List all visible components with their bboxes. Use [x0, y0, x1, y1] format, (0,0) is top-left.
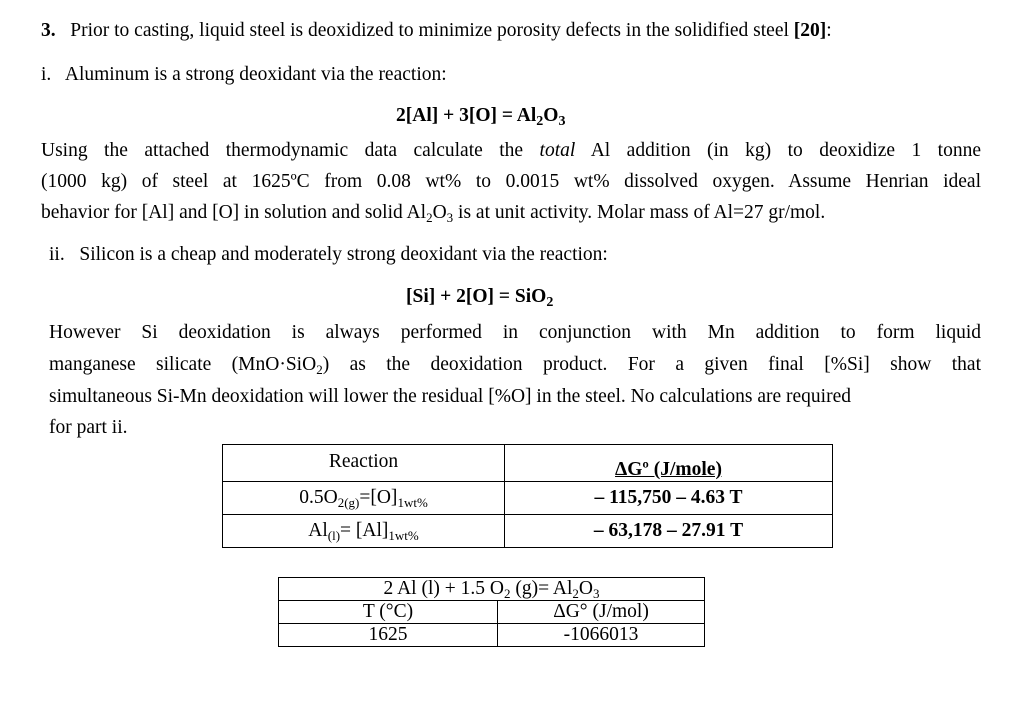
table-row — [223, 482, 833, 515]
temperature-value: 1625 — [279, 624, 498, 647]
part-i-lead — [41, 63, 447, 87]
al-reaction-sub1: 2 — [536, 114, 544, 129]
part-i-line1-a: Using the attached thermodynamic data calculate the — [41, 140, 524, 161]
part-ii-line3: simultaneous Si-Mn deoxidation will lower the residual [%O] in the steel. No calculations are required — [49, 386, 851, 407]
al-reaction-o: O — [543, 105, 559, 126]
question-intro: Prior to casting, liquid steel is deoxidized to minimize porosity defects in the solidified steel — [70, 20, 789, 41]
question-header — [41, 19, 832, 43]
part-i-line3 — [41, 201, 825, 225]
al2o3-title-a: 2 Al (l) + 1.5 O — [383, 578, 504, 599]
aluminum-reaction — [396, 104, 565, 128]
part-i-line3-c: is at unit activity. Molar mass of Al=27 gr/mol. — [453, 202, 826, 223]
header-delta-g — [505, 445, 833, 482]
si-reaction-lhs: [Si] + 2[O] = SiO — [406, 286, 547, 307]
reaction-cell — [223, 482, 505, 515]
part-i-line1 — [41, 139, 981, 163]
row1-reaction-sub2: 1wt% — [397, 495, 428, 510]
si-reaction-sub: 2 — [546, 295, 554, 310]
part-i-emphasis-total: total — [539, 140, 576, 161]
part-ii-line2-b: ) as the deoxidation product. For a given final [%Si] show that — [322, 354, 981, 375]
question-marks: [20] — [793, 20, 827, 41]
al-reaction-sub2: 3 — [558, 114, 566, 129]
al-reaction-lhs: 2[Al] + 3[O] = Al — [396, 105, 537, 126]
row2-reaction-sub1: (l) — [327, 528, 341, 543]
table-row — [279, 624, 705, 647]
row1-delta-g: – 115,750 – 4.63 T — [594, 487, 743, 508]
row2-delta-g: – 63,178 – 27.91 T — [593, 520, 744, 541]
row1-reaction-sub1: 2(g) — [337, 495, 360, 510]
col-header-temperature: T (°C) — [279, 601, 498, 624]
part-ii-lead — [49, 243, 608, 267]
al2o3-reaction-title — [279, 578, 705, 601]
header-delta-g-text: ΔGº (J/mole) — [615, 459, 722, 480]
col-header-delta-g: ΔG° (J/mol) — [498, 601, 705, 624]
part-i-label: i. — [41, 64, 52, 85]
delta-g-cell — [505, 515, 833, 548]
reaction-cell — [223, 515, 505, 548]
part-ii-line2-a: manganese silicate (MnO·SiO — [49, 354, 317, 375]
row1-reaction-b: =[O] — [359, 487, 398, 508]
row1-reaction-a: 0.5O — [299, 487, 338, 508]
delta-g-value: -1066013 — [498, 624, 705, 647]
thermo-data-table — [222, 444, 833, 548]
al2o3-title-b: (g)= Al — [510, 578, 573, 599]
al2o3-title-sub1: 2 — [503, 586, 511, 601]
table-row — [223, 515, 833, 548]
part-i-line2: (1000 kg) of steel at 1625ºC from 0.08 wt% to 0.0015 wt% dissolved oxygen. Assume Henrian ideal — [41, 171, 981, 192]
silicon-reaction — [406, 285, 553, 309]
row2-reaction-b: = [Al] — [340, 520, 389, 541]
row2-reaction-sub2: 1wt% — [388, 528, 419, 543]
al2o3-title-sub2: 2 — [572, 586, 579, 601]
delta-g-cell — [505, 482, 833, 515]
header-reaction: Reaction — [223, 445, 505, 482]
question-number: 3. — [41, 20, 56, 41]
part-ii-line1: However Si deoxidation is always performed in conjunction with Mn addition to form liquid — [49, 322, 981, 343]
row2-reaction-a: Al — [308, 520, 328, 541]
part-i-lead-text: Aluminum is a strong deoxidant via the reaction: — [64, 64, 447, 85]
part-i-line3-sub2: 3 — [446, 210, 454, 225]
part-ii-lead-text: Silicon is a cheap and moderately strong deoxidant via the reaction: — [79, 244, 608, 265]
al2o3-formation-table — [278, 577, 705, 647]
al2o3-title-c: O — [578, 578, 593, 599]
al2o3-title-sub3: 3 — [592, 586, 600, 601]
part-i-line3-b: O — [432, 202, 447, 223]
part-ii-label: ii. — [49, 244, 65, 265]
part-ii-line4: for part ii. — [49, 417, 128, 438]
part-i-line1-b: Al addition (in kg) to deoxidize 1 tonne — [590, 140, 982, 161]
part-ii-line2-sub: 2 — [316, 362, 323, 377]
part-ii-line2 — [49, 353, 981, 377]
part-i-line3-sub1: 2 — [426, 210, 433, 225]
question-marks-suffix: : — [826, 20, 832, 41]
part-i-line3-a: behavior for [Al] and [O] in solution and solid Al — [41, 202, 427, 223]
